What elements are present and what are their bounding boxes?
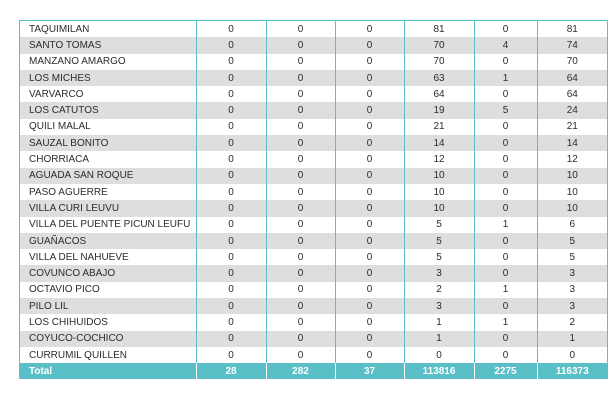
value-cell: 0 — [335, 119, 404, 135]
table-row — [20, 21, 607, 37]
locality-name-cell: LOS CATUTOS — [20, 102, 196, 118]
table-row — [20, 86, 607, 102]
value-cell: 21 — [404, 119, 474, 135]
table-row — [20, 135, 607, 151]
value-cell: 0 — [266, 200, 335, 216]
value-cell: 0 — [196, 168, 266, 184]
value-cell: 0 — [335, 54, 404, 70]
value-cell: 70 — [404, 54, 474, 70]
locality-name-cell: CHORRIACA — [20, 151, 196, 167]
value-cell: 10 — [537, 200, 607, 216]
value-cell: 14 — [404, 135, 474, 151]
value-cell: 70 — [537, 54, 607, 70]
table-row — [20, 314, 607, 330]
locality-name-cell: QUILI MALAL — [20, 119, 196, 135]
value-cell: 10 — [404, 200, 474, 216]
value-cell: 0 — [404, 347, 474, 363]
value-cell: 1 — [474, 217, 537, 233]
value-cell: 3 — [404, 298, 474, 314]
value-cell: 0 — [196, 54, 266, 70]
table-row — [20, 37, 607, 53]
value-cell: 0 — [474, 298, 537, 314]
table-body — [20, 21, 607, 379]
total-value-cell: 113816 — [404, 363, 474, 379]
value-cell: 24 — [537, 102, 607, 118]
table-row — [20, 331, 607, 347]
value-cell: 0 — [335, 151, 404, 167]
value-cell: 0 — [196, 298, 266, 314]
value-cell: 0 — [266, 331, 335, 347]
total-value-cell: 28 — [196, 363, 266, 379]
value-cell: 3 — [537, 265, 607, 281]
value-cell: 0 — [196, 135, 266, 151]
table-row — [20, 233, 607, 249]
table-row — [20, 184, 607, 200]
value-cell: 0 — [266, 151, 335, 167]
value-cell: 70 — [404, 37, 474, 53]
total-label-cell: Total — [20, 363, 196, 379]
value-cell: 10 — [404, 168, 474, 184]
locality-name-cell: COYUCO-COCHICO — [20, 331, 196, 347]
value-cell: 1 — [474, 314, 537, 330]
locality-table-container — [19, 20, 608, 379]
value-cell: 0 — [196, 249, 266, 265]
value-cell: 0 — [266, 184, 335, 200]
value-cell: 0 — [335, 217, 404, 233]
value-cell: 3 — [537, 298, 607, 314]
locality-name-cell: OCTAVIO PICO — [20, 282, 196, 298]
value-cell: 0 — [266, 119, 335, 135]
value-cell: 0 — [474, 119, 537, 135]
value-cell: 5 — [537, 233, 607, 249]
value-cell: 0 — [335, 282, 404, 298]
total-row — [20, 363, 607, 379]
value-cell: 12 — [537, 151, 607, 167]
value-cell: 1 — [404, 331, 474, 347]
total-value-cell: 282 — [266, 363, 335, 379]
value-cell: 0 — [474, 21, 537, 37]
table-row — [20, 54, 607, 70]
value-cell: 0 — [537, 347, 607, 363]
locality-name-cell: GUAÑACOS — [20, 233, 196, 249]
value-cell: 0 — [474, 54, 537, 70]
value-cell: 64 — [537, 70, 607, 86]
value-cell: 0 — [266, 168, 335, 184]
value-cell: 0 — [335, 298, 404, 314]
value-cell: 3 — [404, 265, 474, 281]
value-cell: 0 — [196, 347, 266, 363]
value-cell: 1 — [474, 70, 537, 86]
locality-name-cell: VILLA CURI LEUVU — [20, 200, 196, 216]
value-cell: 0 — [196, 314, 266, 330]
value-cell: 3 — [537, 282, 607, 298]
value-cell: 0 — [474, 200, 537, 216]
value-cell: 0 — [474, 184, 537, 200]
value-cell: 0 — [266, 70, 335, 86]
total-value-cell: 116373 — [537, 363, 607, 379]
locality-name-cell: TAQUIMILAN — [20, 21, 196, 37]
value-cell: 0 — [196, 282, 266, 298]
value-cell: 0 — [474, 168, 537, 184]
value-cell: 0 — [474, 249, 537, 265]
locality-name-cell: SAUZAL BONITO — [20, 135, 196, 151]
table-row — [20, 200, 607, 216]
value-cell: 0 — [196, 70, 266, 86]
value-cell: 0 — [335, 331, 404, 347]
locality-name-cell: LOS CHIHUIDOS — [20, 314, 196, 330]
table-row — [20, 265, 607, 281]
value-cell: 63 — [404, 70, 474, 86]
table-row — [20, 217, 607, 233]
value-cell: 1 — [474, 282, 537, 298]
value-cell: 0 — [266, 21, 335, 37]
value-cell: 5 — [537, 249, 607, 265]
locality-name-cell: VILLA DEL NAHUEVE — [20, 249, 196, 265]
value-cell: 0 — [335, 102, 404, 118]
value-cell: 14 — [537, 135, 607, 151]
value-cell: 10 — [537, 168, 607, 184]
value-cell: 0 — [196, 184, 266, 200]
value-cell: 10 — [537, 184, 607, 200]
value-cell: 0 — [196, 200, 266, 216]
value-cell: 64 — [537, 86, 607, 102]
value-cell: 0 — [266, 282, 335, 298]
table-row — [20, 119, 607, 135]
locality-name-cell: LOS MICHES — [20, 70, 196, 86]
value-cell: 0 — [196, 102, 266, 118]
table-row — [20, 70, 607, 86]
value-cell: 64 — [404, 86, 474, 102]
value-cell: 0 — [335, 265, 404, 281]
value-cell: 19 — [404, 102, 474, 118]
value-cell: 0 — [196, 233, 266, 249]
value-cell: 74 — [537, 37, 607, 53]
total-value-cell: 37 — [335, 363, 404, 379]
value-cell: 5 — [404, 233, 474, 249]
table-row — [20, 102, 607, 118]
value-cell: 2 — [537, 314, 607, 330]
locality-name-cell: VARVARCO — [20, 86, 196, 102]
value-cell: 0 — [474, 151, 537, 167]
value-cell: 4 — [474, 37, 537, 53]
value-cell: 10 — [404, 184, 474, 200]
table-row — [20, 298, 607, 314]
value-cell: 0 — [266, 314, 335, 330]
value-cell: 0 — [335, 200, 404, 216]
value-cell: 0 — [266, 217, 335, 233]
value-cell: 0 — [335, 86, 404, 102]
value-cell: 0 — [474, 265, 537, 281]
value-cell: 5 — [404, 249, 474, 265]
value-cell: 0 — [335, 70, 404, 86]
value-cell: 0 — [335, 233, 404, 249]
value-cell: 0 — [335, 314, 404, 330]
value-cell: 0 — [335, 184, 404, 200]
value-cell: 0 — [266, 135, 335, 151]
value-cell: 0 — [266, 233, 335, 249]
locality-name-cell: AGUADA SAN ROQUE — [20, 168, 196, 184]
table-row — [20, 151, 607, 167]
table-row — [20, 282, 607, 298]
value-cell: 81 — [404, 21, 474, 37]
value-cell: 0 — [266, 347, 335, 363]
table-row — [20, 347, 607, 363]
value-cell: 21 — [537, 119, 607, 135]
value-cell: 0 — [474, 347, 537, 363]
locality-name-cell: VILLA DEL PUENTE PICUN LEUFU — [20, 217, 196, 233]
value-cell: 0 — [335, 347, 404, 363]
value-cell: 0 — [196, 86, 266, 102]
value-cell: 0 — [474, 86, 537, 102]
locality-name-cell: CURRUMIL QUILLEN — [20, 347, 196, 363]
value-cell: 5 — [404, 217, 474, 233]
value-cell: 0 — [266, 298, 335, 314]
value-cell: 0 — [335, 135, 404, 151]
value-cell: 0 — [266, 249, 335, 265]
value-cell: 0 — [196, 331, 266, 347]
value-cell: 1 — [537, 331, 607, 347]
value-cell: 0 — [196, 37, 266, 53]
value-cell: 0 — [266, 265, 335, 281]
value-cell: 1 — [404, 314, 474, 330]
value-cell: 0 — [474, 233, 537, 249]
value-cell: 0 — [196, 119, 266, 135]
value-cell: 0 — [266, 37, 335, 53]
value-cell: 0 — [335, 37, 404, 53]
locality-name-cell: PILO LIL — [20, 298, 196, 314]
value-cell: 0 — [335, 168, 404, 184]
value-cell: 0 — [196, 151, 266, 167]
value-cell: 0 — [196, 21, 266, 37]
value-cell: 6 — [537, 217, 607, 233]
value-cell: 0 — [474, 331, 537, 347]
table-row — [20, 249, 607, 265]
locality-table — [20, 21, 607, 379]
total-value-cell: 2275 — [474, 363, 537, 379]
locality-name-cell: MANZANO AMARGO — [20, 54, 196, 70]
value-cell: 0 — [196, 217, 266, 233]
value-cell: 0 — [266, 86, 335, 102]
locality-name-cell: SANTO TOMAS — [20, 37, 196, 53]
locality-name-cell: PASO AGUERRE — [20, 184, 196, 200]
value-cell: 0 — [335, 249, 404, 265]
value-cell: 0 — [266, 102, 335, 118]
table-row — [20, 168, 607, 184]
value-cell: 2 — [404, 282, 474, 298]
value-cell: 0 — [474, 135, 537, 151]
value-cell: 81 — [537, 21, 607, 37]
value-cell: 0 — [266, 54, 335, 70]
value-cell: 0 — [196, 265, 266, 281]
value-cell: 12 — [404, 151, 474, 167]
value-cell: 5 — [474, 102, 537, 118]
locality-name-cell: COVUNCO ABAJO — [20, 265, 196, 281]
value-cell: 0 — [335, 21, 404, 37]
